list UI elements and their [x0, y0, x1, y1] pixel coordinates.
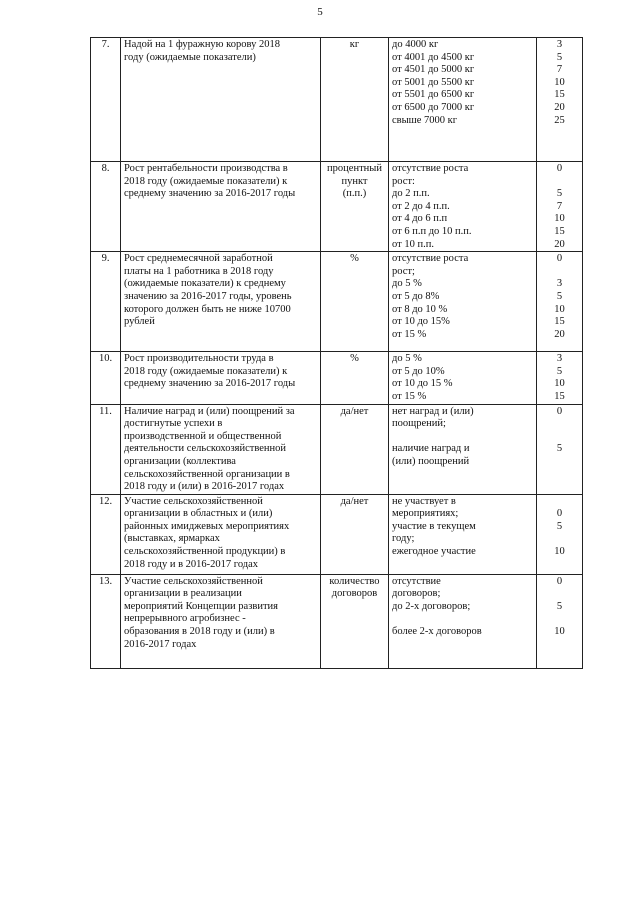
score-value [540, 588, 579, 601]
condition-line: мероприятиях; [392, 508, 459, 520]
criterion-text: Участие сельскохозяйственной организации в реализации мероприятий Концепции развития непрерывного агробизнес - образования в 2018 году и (или) в 2016-2017 годах [121, 574, 321, 668]
score-value [540, 176, 579, 189]
condition-line: рост: [392, 175, 415, 187]
conditions-cell [389, 252, 537, 352]
condition-line: отсутствие [392, 575, 441, 587]
criterion-text: Надой на 1 фуражную корову 2018 году (ожидаемые показатели) [121, 38, 321, 162]
table-row [91, 38, 583, 162]
condition-line: до 2 п.п. [392, 188, 430, 200]
conditions-cell [389, 352, 537, 404]
row-number: 11. [91, 404, 121, 494]
score-value: 5 [556, 290, 563, 302]
row-number: 7. [91, 38, 121, 162]
score-value: 0 [556, 405, 563, 417]
score-value [540, 496, 579, 509]
condition-line: году; [392, 533, 415, 545]
condition-line: свыше 7000 кг [392, 114, 458, 126]
condition-line: от 6 п.п до 10 п.п. [392, 225, 472, 237]
unit-text: да/нет [321, 404, 389, 494]
score-value: 25 [554, 114, 565, 126]
score-value [540, 431, 579, 444]
table-row [91, 162, 583, 252]
unit-text: да/нет [321, 494, 389, 574]
score-value: 15 [554, 225, 565, 237]
score-value: 5 [556, 365, 563, 377]
condition-line: до 4000 кг [392, 39, 439, 50]
score-value: 5 [556, 188, 563, 200]
scores-cell [537, 38, 583, 162]
conditions-cell [389, 574, 537, 668]
score-value: 0 [556, 508, 563, 520]
condition-line: от 5 до 10% [392, 365, 445, 377]
condition-line: более 2-х договоров [392, 626, 482, 638]
score-value: 15 [554, 316, 565, 328]
score-value: 0 [556, 163, 563, 174]
condition-line: до 5 % [392, 278, 422, 290]
score-value [540, 533, 579, 546]
score-value: 0 [556, 253, 563, 265]
condition-line: рост; [392, 265, 415, 277]
condition-line: наличие наград и [392, 443, 470, 455]
condition-line: отсутствие роста [392, 253, 469, 265]
condition-line: от 6500 до 7000 кг [392, 101, 475, 113]
condition-line: до 2-х договоров; [392, 600, 471, 612]
score-value: 10 [554, 626, 565, 638]
criterion-text: Рост рентабельности производства в 2018 году (ожидаемые показатели) к среднему значению за 2016-2017 годы [121, 162, 321, 252]
score-value: 10 [554, 76, 565, 88]
score-value: 10 [554, 213, 565, 225]
condition-line: от 10 до 15 % [392, 378, 453, 390]
score-value: 3 [556, 39, 563, 50]
score-value: 10 [554, 303, 565, 315]
criteria-table [90, 37, 583, 669]
score-value: 15 [554, 390, 565, 402]
condition-line: от 10 п.п. [392, 238, 434, 250]
condition-line: от 4 до 6 п.п [392, 213, 448, 225]
table-row [91, 494, 583, 574]
score-value [540, 456, 579, 469]
table-row [91, 574, 583, 668]
condition-line: от 5501 до 6500 кг [392, 89, 475, 101]
condition-line: (или) поощрений [392, 455, 470, 467]
criterion-text: Участие сельскохозяйственной организации в областных и (или) районных имиджевых мероприятиях (выставках, ярмарках сельскохозяйственной продукции) в 2018 году и в 2016-2017 годах [121, 494, 321, 574]
criterion-text: Рост среднемесячной заработной платы на 1 работника в 2018 году (ожидаемые показатели) к среднему значению за 2016-2017 годы, уровень которого должен быть не ниже 10700 рублей [121, 252, 321, 352]
score-value: 7 [556, 64, 563, 76]
score-value: 7 [556, 200, 563, 212]
table-row [91, 352, 583, 404]
table-row [91, 252, 583, 352]
page-number: 5 [317, 6, 323, 18]
condition-line: отсутствие роста [392, 163, 469, 174]
score-value: 15 [554, 89, 565, 101]
condition-line [392, 613, 533, 626]
condition-line: поощрений; [392, 418, 446, 430]
score-value: 5 [556, 51, 563, 63]
conditions-cell [389, 38, 537, 162]
condition-line [392, 431, 533, 444]
score-value: 20 [554, 328, 565, 340]
scores-cell [537, 574, 583, 668]
row-number: 12. [91, 494, 121, 574]
table-row [91, 404, 583, 494]
scores-cell [537, 162, 583, 252]
condition-line: от 4501 до 5000 кг [392, 64, 475, 76]
row-number: 13. [91, 574, 121, 668]
score-value: 3 [556, 278, 563, 290]
score-value: 5 [556, 520, 563, 532]
scores-cell [537, 494, 583, 574]
unit-text: кг [321, 38, 389, 162]
condition-line: от 15 % [392, 328, 427, 340]
score-value: 10 [554, 378, 565, 390]
condition-line: от 15 % [392, 390, 427, 402]
score-value: 5 [556, 600, 563, 612]
unit-text: % [321, 352, 389, 404]
condition-line: от 10 до 15% [392, 316, 450, 328]
score-value: 0 [556, 575, 563, 587]
condition-line: от 4001 до 4500 кг [392, 51, 475, 63]
row-number: 9. [91, 252, 121, 352]
conditions-cell [389, 494, 537, 574]
score-value [540, 613, 579, 626]
score-value: 10 [554, 546, 565, 558]
condition-line: от 5 до 8% [392, 290, 440, 302]
condition-line: до 5 % [392, 353, 422, 365]
unit-text: % [321, 252, 389, 352]
conditions-cell [389, 404, 537, 494]
row-number: 8. [91, 162, 121, 252]
score-value: 20 [554, 101, 565, 113]
criterion-text: Рост производительности труда в 2018 году (ожидаемые показатели) к среднему значению за 2016-2017 годы [121, 352, 321, 404]
condition-line: от 5001 до 5500 кг [392, 76, 475, 88]
row-number: 10. [91, 352, 121, 404]
condition-line: ежегодное участие [392, 546, 476, 558]
score-value [540, 266, 579, 279]
condition-line: от 8 до 10 % [392, 303, 448, 315]
score-value: 3 [556, 353, 563, 365]
condition-line: от 2 до 4 п.п. [392, 200, 450, 212]
scores-cell [537, 404, 583, 494]
scores-cell [537, 352, 583, 404]
scores-cell [537, 252, 583, 352]
unit-text: количество договоров [321, 574, 389, 668]
score-value: 5 [556, 443, 563, 455]
score-value: 20 [554, 238, 565, 250]
condition-line: нет наград и (или) [392, 405, 474, 417]
unit-text: процентный пункт (п.п.) [321, 162, 389, 252]
condition-line: договоров; [392, 588, 441, 600]
criterion-text: Наличие наград и (или) поощрений за достигнутые успехи в производственной и общественной деятельности сельскохозяйственной организации (коллектива сельскохозяйственной организации в 2018 году и (или) в 2016-2017 годах [121, 404, 321, 494]
score-value [540, 418, 579, 431]
condition-line: не участвует в [392, 495, 456, 507]
conditions-cell [389, 162, 537, 252]
condition-line: участие в текущем [392, 520, 476, 532]
